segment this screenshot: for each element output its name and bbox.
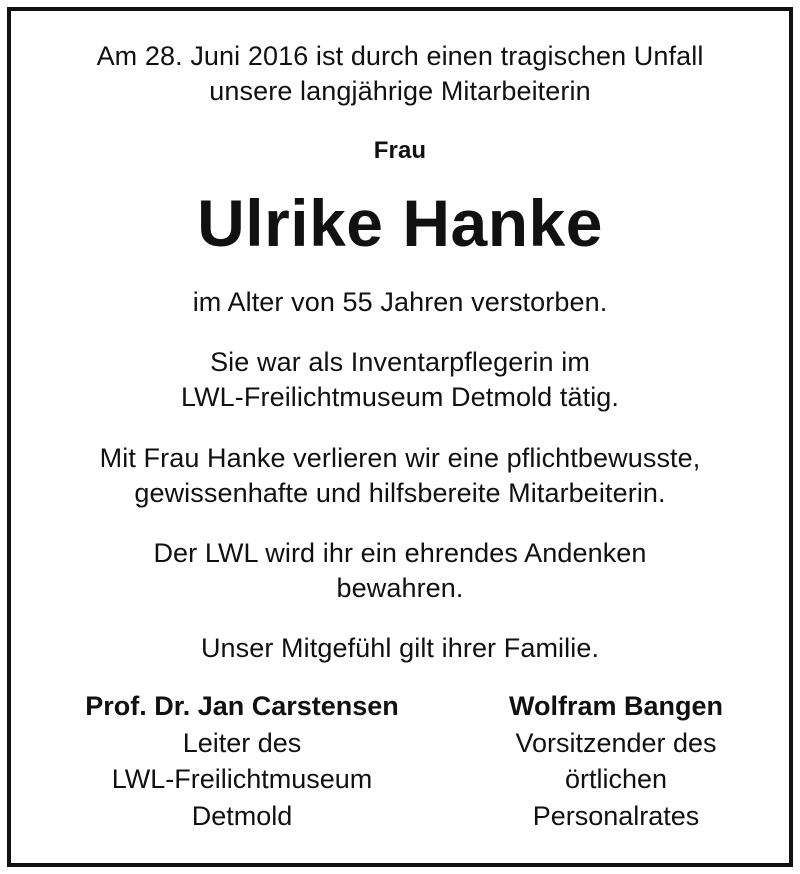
signatory-right-name: Wolfram Bangen [508,691,724,721]
remembrance-line-2: bewahren. [336,573,464,603]
tribute-line-1: Mit Frau Hanke verlieren wir eine pflichtbewusste, [99,443,701,473]
signatory-left-title-1: Leiter des [182,727,302,758]
salutation: Frau [373,137,427,164]
deceased-name: Ulrike Hanke [197,186,603,260]
condolence-line: Unser Mitgefühl gilt ihrer Familie. [200,633,600,663]
signatory-left [22,688,462,834]
signatory-left-title-2: LWL-Freilichtmuseum [111,764,373,794]
role-line-2: LWL-Freilichtmuseum Detmold tätig. [180,382,620,412]
signatory-right-title-2: örtlichen [564,764,668,794]
signatory-left-name: Prof. Dr. Jan Carstensen [85,691,399,721]
signatory-right [466,688,766,834]
signatory-right-title-3: Personalrates [532,800,700,831]
role-line-1: Sie war als Inventarpflegerin im [210,347,590,377]
age-line: im Alter von 55 Jahren verstorben. [192,287,608,317]
intro-line-2: unsere langjährige Mitarbeiterin [209,76,591,106]
tribute-line-2: gewissenhafte und hilfsbereite Mitarbeiterin. [134,478,666,508]
remembrance-line-1: Der LWL wird ihr ein ehrendes Andenken [153,538,647,568]
signatory-left-title-3: Detmold [191,800,293,831]
intro-line-1: Am 28. Juni 2016 ist durch einen tragischen Unfall [96,41,704,71]
signatory-right-title-1: Vorsitzender des [515,727,717,758]
